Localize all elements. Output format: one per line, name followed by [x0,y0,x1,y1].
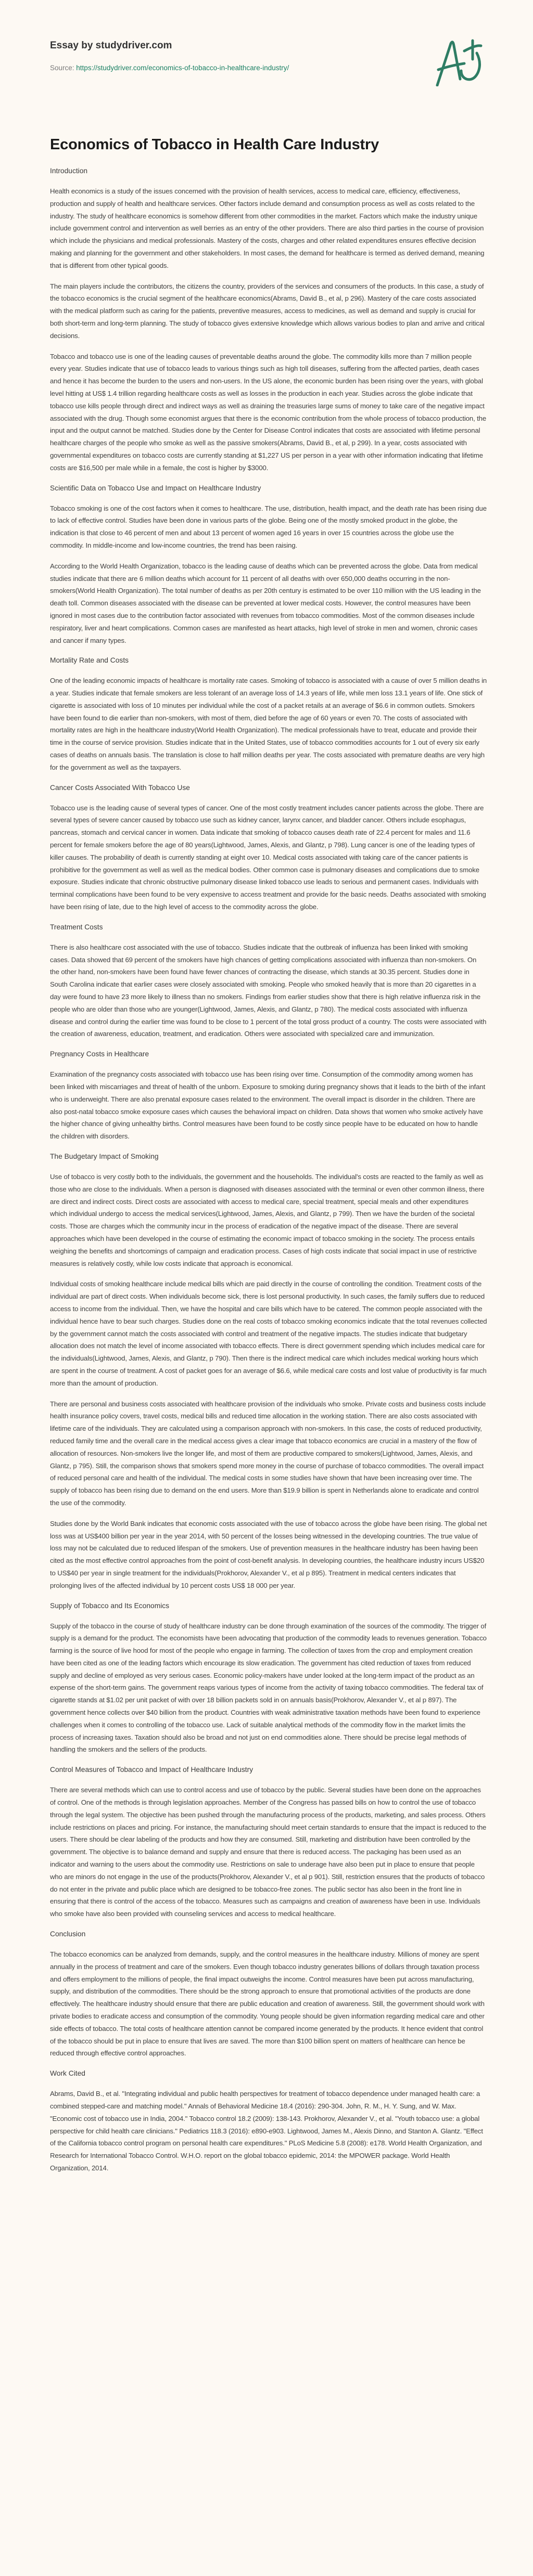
essay-section [50,1764,487,1920]
essay-section [50,782,486,913]
section-heading: Supply of Tobacco and Its Economics [50,1601,170,1610]
body-paragraph: The main players include the contributors, the citizens the country, providers of the services and consumers of the products. In this case, a study of the tobacco economics is the crucial segment of the healthcare economics(Abrams, David B., et al, p 296). Mastery of the care costs associated with the medical platform such as caring for the patients, preventive measures, access to medicines, as well as demand and supply is crucial for both short-term and long-term planning. The study of tobacco gives extensive knowledge which allows various bodies to plan and arrive and critical decisions. [50,282,485,340]
section-heading: Mortality Rate and Costs [50,656,129,665]
source-link[interactable]: https://studydriver.com/economics-of-tobacco-in-healthcare-industry/ [76,64,289,72]
body-paragraph: According to the World Health Organization, tobacco is the leading cause of deaths which can be prevented across the globe. Data from medical studies indicate that there are 6 million deaths which account for 11 percent of all deaths with over 650,000 deaths occurring in the non-smokers(World Health Organization). The total number of deaths as per 20th century is estimated to be over 110 million with the US leading in the death toll. Common diseases associated with the disease can be prevented at lower medical costs. However, the control measures have been ignored in most cases due to the contribution factor associated with revenues from tobacco commodities. Most of the common diseases include respiratory, liver and heart complications. Common cases are manifested as heart attacks, high level of stroke in men and women, chronic cases and cancer if many types. [50,562,481,644]
section-heading: Introduction [50,167,88,175]
site-title: Essay by studydriver.com [50,40,172,51]
essay-section [50,1151,487,1592]
body-paragraph: Tobacco use is the leading cause of several types of cancer. One of the most costly treatment includes cancer patients across the globe. There are several types of severe cancer caused by tobacco use such as kidney cancer, larynx cancer, and bladder cancer. Others include esophagus, pancreas, stomach and cervical cancer in women. Data indicate that smoking of tobacco causes death rate of 22.4 percent for males and 11.6 percent for female smokers before the age of 80 years(Lightwood, James, Alexis, and Glantz, p 798). Lung cancer is one of the leading types of killer causes. The probability of death is currently standing at eight over 10. Medical costs associated with taking care of the cancer patients is prohibitive for the government as well as well as the medical bodies. Other common case is pulmonary diseases and complications due to smoke exposure. Studies indicate that chronic obstructive pulmonary disease linked tobacco use leads to serious and permanent cases. Individuals with terminal complications have been found to be very expensive to access treatment and provide for the basic needs. Deaths associated with smoking have been rising of late, due to the high level of access to the commodity across the globe. [50,804,486,911]
source-line [50,63,289,73]
body-paragraph: One of the leading economic impacts of healthcare is mortality rate cases. Smoking of tobacco is associated with a cause of over 5 million deaths in a year. Studies indicate that female smokers are less tolerant of an average loss of 14.3 years of life, while men loss 13.1 years of life. One stick of cigarette is associated with loss of 10 minutes per individual while the cost of a packet retails at an average of $6.6 in common outlets. Smokers have been found to die earlier than non-smokers, with most of them, died before the age of 60 years or even 70. The costs of associated with mortality rates are high in the healthcare industry(World Health Organization). The medical professionals have to treat, educate and provide their time in the course of service provision. Studies indicate that in the United States, use of tobacco commodities accounts for 1 out of every six early cases of deaths on annuals basis. The translation is close to half million deaths per year. The costs associated with premature deaths are very high for the government as well as the taxpayers. [50,677,487,771]
section-heading: Control Measures of Tobacco and Impact of Healthcare Industry [50,1766,253,1774]
essay-section [50,2068,483,2174]
source-label: Source: [50,64,74,72]
body-paragraph: There are personal and business costs associated with healthcare provision of the individuals who smoke. Private costs and business costs include health insurance policy covers, travel costs, medical bills and reduced time allocation in the working station. There are also costs associated with lifetime care of the individuals. They are calculated using a comparison approach with non-smokers. In this case, the costs of reduced productivity, reduced family time and the overall care in the medical access gives a clear image that tobacco economics are crucial in a mastery of the flow of allocation of resources. Non-smokers live the longer life, and most of them are productive compared to smokers(Lightwood, James, Alexis, and Glantz, p 795). Still, the comparison shows that smokers spend more money in the course of purchase of tobacco commodities. The overall impact of reduced personal care and health of the individual. The medical costs in some studies have shown that have been increasing over time. The supply of tobacco has been rising due to demand on the end users. More than $19.9 billion is spent in Netherlands alone to eradicate and control the use of the commodity. [50,1400,486,1507]
essay-section [50,655,487,773]
body-paragraph: There is also healthcare cost associated with the use of tobacco. Studies indicate that the outbreak of influenza has been linked with smoking cases. Data showed that 69 percent of the smokers have high chances of getting complications associated with influenza than non-smokers. On the other hand, non-smokers have been found have fewer chances of contracting the disease, which stands at 30.35 percent. Studies done in South Carolina indicate that earlier cases were closely associated with smoking. People who smoked heavily that is more than 20 cigarettes in a day were found to have 23 more likely to illness than no smokers. Findings from earlier studies show that there is high relative influenza risk in the people who are older than those who are younger(Lightwood, James, Alexis, and Glantz, p 780). The medical costs associated with influenza disease and control during the earlier time was found to be close to 1 percent of the total gross product of a country. The costs were associated with the creation of awareness, education, treatment, and eradication. Others were associated with specialized care and immunization. [50,943,487,1038]
body-paragraph: Tobacco and tobacco use is one of the leading causes of preventable deaths around the globe. The commodity kills more than 7 million people every year. Studies indicate that use of tobacco leads to various things such as high toll diseases, suffering from the affected parties, death cases and hence it has become the burden to the users and non-users. In the US alone, the economic burden has been rising over the years, with global level hitting at US$ 1.4 trillion regarding healthcare costs as well as losses in the production in each year. Studies across the globe indicate that tobacco use kills people through direct and indirect ways as well as draining the treasuries large sums of money to take care of the negative impact associated with the drug. Though some economist argues that there is the economic contribution from the whole process of tobacco production, the input and the output cannot be matched. Studies done by the Center for Disease Control indicates that costs are associated with lifetime personal healthcare charges of the people who smoke as well as the passive smokers(Abrams, David B., et al, p 299). In a year, costs associated with governmental expenditures on tobacco costs are currently standing at $1,227 US per person in a year with other information indicating that lifetime costs are $16,500 per male while in a female, the cost is higher by $3000. [50,352,487,472]
body-paragraph: Examination of the pregnancy costs associated with tobacco use has been rising over time. Consumption of the commodity among women has been linked with miscarriages and threat of health of the unborn. Exposure to smoking during pregnancy shows that it leads to the birth of the infant who is underweight. There are also prenatal exposure cases related to the environment. The overall impact is disorder in the children. There are also post-natal tobacco smoke exposure cases which causes the behavioral impact on children. Data shows that women who smoke actively have the higher chance of giving unhealthy births. Control measures have been found to be costly since people have to be educated on how to handle the children with disorders. [50,1070,486,1141]
body-paragraph: Supply of the tobacco in the course of study of healthcare industry can be done through examination of the sources of the commodity. The trigger of supply is a demand for the product. The economists have been advocating that production of the commodity leads to revenues generation. Tobacco farming is the source of live hood for most of the people who engage in farming. The collection of taxes from the crop and employment creation have been cited as one of the leading factors which encourage its slow eradication. The government has cited reduction of taxes from reduced supply and decline of employed as very serious cases. Economic policy-makers have under looked at the long-term impact of the product as an expense of the short-term gains. The government reaps various types of income from the activity of taxing tobacco commodities. The federal tax of cigarette stands at $1.02 per unit packet of with over 18 billion packets sold in on annuals basis(Prokhorov, Alexander V., et al p 897). The government hence collects over $40 billion from the product. Countries with weak administrative taxation methods have been found to experience challenges when it comes to controlling of the tobacco use. Lack of suitable analytical methods of the commodity flow in the market limits the process of increasing taxes. Taxation should also be broad and not just on end commodities alone. There should be precise legal methods of handling the smokers and the sellers of the products. [50,1622,487,1754]
body-paragraph: Abrams, David B., et al. "Integrating individual and public health perspectives for treatment of tobacco dependence under managed health care: a combined stepped-care and matching model." Annals of Behavioral Medicine 18.4 (2016): 290-304. John, R. M., H. Y. Sung, and W. Max. "Economic cost of tobacco use in India, 2004." Tobacco control 18.2 (2009): 138-143. Prokhorov, Alexander V., et al. "Youth tobacco use: a global perspective for child health care clinicians." Pediatrics 118.3 (2016): e890-e903. Lightwood, James M., Alexis Dinno, and Stanton A. Glantz. "Effect of the California tobacco control program on personal health care expenditures." PLoS Medicine 5.8 (2008): e178. World Health Organization, and Research for International Tobacco Control. W.H.O. report on the global tobacco epidemic, 2014: the MPOWER package. World Health Organization, 2014. [50,2090,483,2172]
body-paragraph: Studies done by the World Bank indicates that economic costs associated with the use of tobacco across the globe have been rising. The global net loss was at US$400 billion per year in the year 2014, with 50 percent of the losses being witnessed in the developing countries. The true value of loss may not be calculated due to reduced lifespan of the smokers. Use of prevention measures in the healthcare industry has been having been cited as the most effective control approaches from the point of cost-benefit analysis. In developing countries, the healthcare industry incurs US$20 to US$40 per year in single treatment for the individuals(Prokhorov, Alexander V., et al p 895). Treatment in medical centers indicates that prolonging lives of the affected individual by 10 percent costs US$ 18 000 per year. [50,1519,487,1589]
body-paragraph: Health economics is a study of the issues concerned with the provision of health services, access to medical care, efficiency, effectiveness, production and supply of health and healthcare services. Other factors include demand and consumption process as well as costs related to the industry. The study of healthcare economics is somehow different from other commodities in the market. Factors which make the industry unique include government control and intervention as well berries as an entry of the other providers. There are also third parties in the course of provision which include the physicians and medical professionals. Mastery of the costs, charges and other related expenditures ensures effective decision making and planning for the government and other stakeholders. In most cases, the demand for healthcare is termed as derived demand, meaning that is different from other typical goods. [50,187,485,269]
essay-body [50,165,487,2174]
essay-section [50,1928,483,2060]
essay-section [50,1048,486,1143]
a-plus-grade-icon [430,34,487,86]
section-heading: Cancer Costs Associated With Tobacco Use [50,783,190,792]
section-heading: Treatment Costs [50,923,103,931]
essay-section [50,922,487,1040]
essay-section [50,1600,487,1756]
body-paragraph: Use of tobacco is very costly both to the individuals, the government and the households. The individual's costs are reacted to the family as well as those who are close to the individuals. When a person is diagnosed with diseases associated with the terminal or even other common illness, there are direct and indirect costs. Direct costs are associated with access to medical care, special treatment, special meals and other expenditures which individual undergo to access the medical services(Lightwood, James, Alexis, and Glantz, p 799). Then we have the burden of the societal costs. Those are charges which the community incur in the process of eradication of the negative impact of the disease. There are several approaches which have been developed in the course of estimating the economic impact of tobacco smoking in the society. The process entails weighing the benefits and shortcomings of campaign and eradication process. Cases of high costs indicate that social impact in use of restrictive measures is relatively costly, while low costs indicate that approach is economical. [50,1173,485,1267]
section-heading: Pregnancy Costs in Healthcare [50,1050,149,1058]
essay-section [50,165,487,474]
section-heading: The Budgetary Impact of Smoking [50,1153,159,1160]
body-paragraph: Tobacco smoking is one of the cost factors when it comes to healthcare. The use, distribution, health impact, and the death rate has been rising due to lack of effective control. Studies have been done in various parts of the globe. Being one of the mostly smoked product in the globe, the indication is that close to 46 percent of men and about 13 percent of women aged 16 years in over 15 countries across the globe use the commodity. In middle-income and low-income countries, the trend has been raising. [50,504,487,549]
page-header [50,40,483,96]
document-title: Economics of Tobacco in Health Care Industry [50,136,379,153]
body-paragraph: Individual costs of smoking healthcare include medical bills which are paid directly in the course of controlling the condition. Treatment costs of the individual are part of direct costs. When individuals become sick, there is lost personal productivity. In such cases, the family suffers due to reduced access to income from the individual. Then, we have the hospital and care bills which have to be catered. The common people associated with the individual hence have to bear such charges. Studies done on the real costs of tobacco smoking economics indicate that the total revenues collected by the government cannot match the costs associated with control and treatment of the negative impacts. The studies indicate that budgetary allocation does not match the level of income associated with tobacco effects. There is direct government spending which includes medical care for the individuals(Lightwood, James, Alexis, and Glantz, p 790). Then there is the indirect medical care which includes medical working hours which are spent in the course of treatment. A cost of packet goes for an average of $6.6, while medical care costs and lost value of productivity is far much more than the amount of production. [50,1280,487,1387]
body-paragraph: There are several methods which can use to control access and use of tobacco by the public. Several studies have been done on the approaches of control. One of the methods is through legislation approaches. Member of the Congress has passed bills on how to control the use of tobacco through the legal system. The objective has been pushed through the manufacturing process of the products, marketing, and sales process. Others include restrictions on places and pricing. For instance, the manufacturing should meet certain standards to ensure that the impact is reduced to the users. There should be clear labeling of the products and how they are consumed. Still, marketing and distribution have been controlled by the government. The objective is to balance demand and supply and ensure that there is reduced access. The packaging has been used as an indicator and warning to the users about the commodity use. Restrictions on sale to underage have also been put in place to ensure that people who are minors do not engage in the use of the products(Prokhorov, Alexander V., et al p 901). Still, restriction ensures that the products of tobacco do not enter in the private and public place which are designed to be tobacco-free zones. The public sector has also been in the front line in ensuring that there is control of the access of the tobacco. Measures such as campaigns and creation of awareness have been in use. Individuals who smoke have also been provided with counseling services and access to medical healthcare. [50,1786,487,1918]
body-paragraph: The tobacco economics can be analyzed from demands, supply, and the control measures in the healthcare industry. Millions of money are spent annually in the process of treatment and care of the smokers. Even though tobacco industry generates billions of dollars through taxation process and offers employment to the millions of people, the final impact outweighs the income. Control measures have been put across manufacturing, supply, and distribution of the commodities. There should be the strong approach to ensure that promotional activities of the products are done effectively. The healthcare industry should ensure that there are public education and creation of awareness. Still, the government should work with private bodies to eradicate access and consumption of the commodity. Young people should be given information regarding medical care and other side effects of tobacco. The total costs of healthcare attention cannot be compared income generated by the products. It hence evident that control of the tobacco should be put in place to ensure that lives are saved. The more than $100 billion spent on matters of healthcare can hence be reduced through effective control approaches. [50,1950,485,2057]
essay-section [50,483,487,647]
section-heading: Scientific Data on Tobacco Use and Impact on Healthcare Industry [50,484,261,492]
section-heading: Conclusion [50,1930,86,1938]
section-heading: Work Cited [50,2069,85,2078]
